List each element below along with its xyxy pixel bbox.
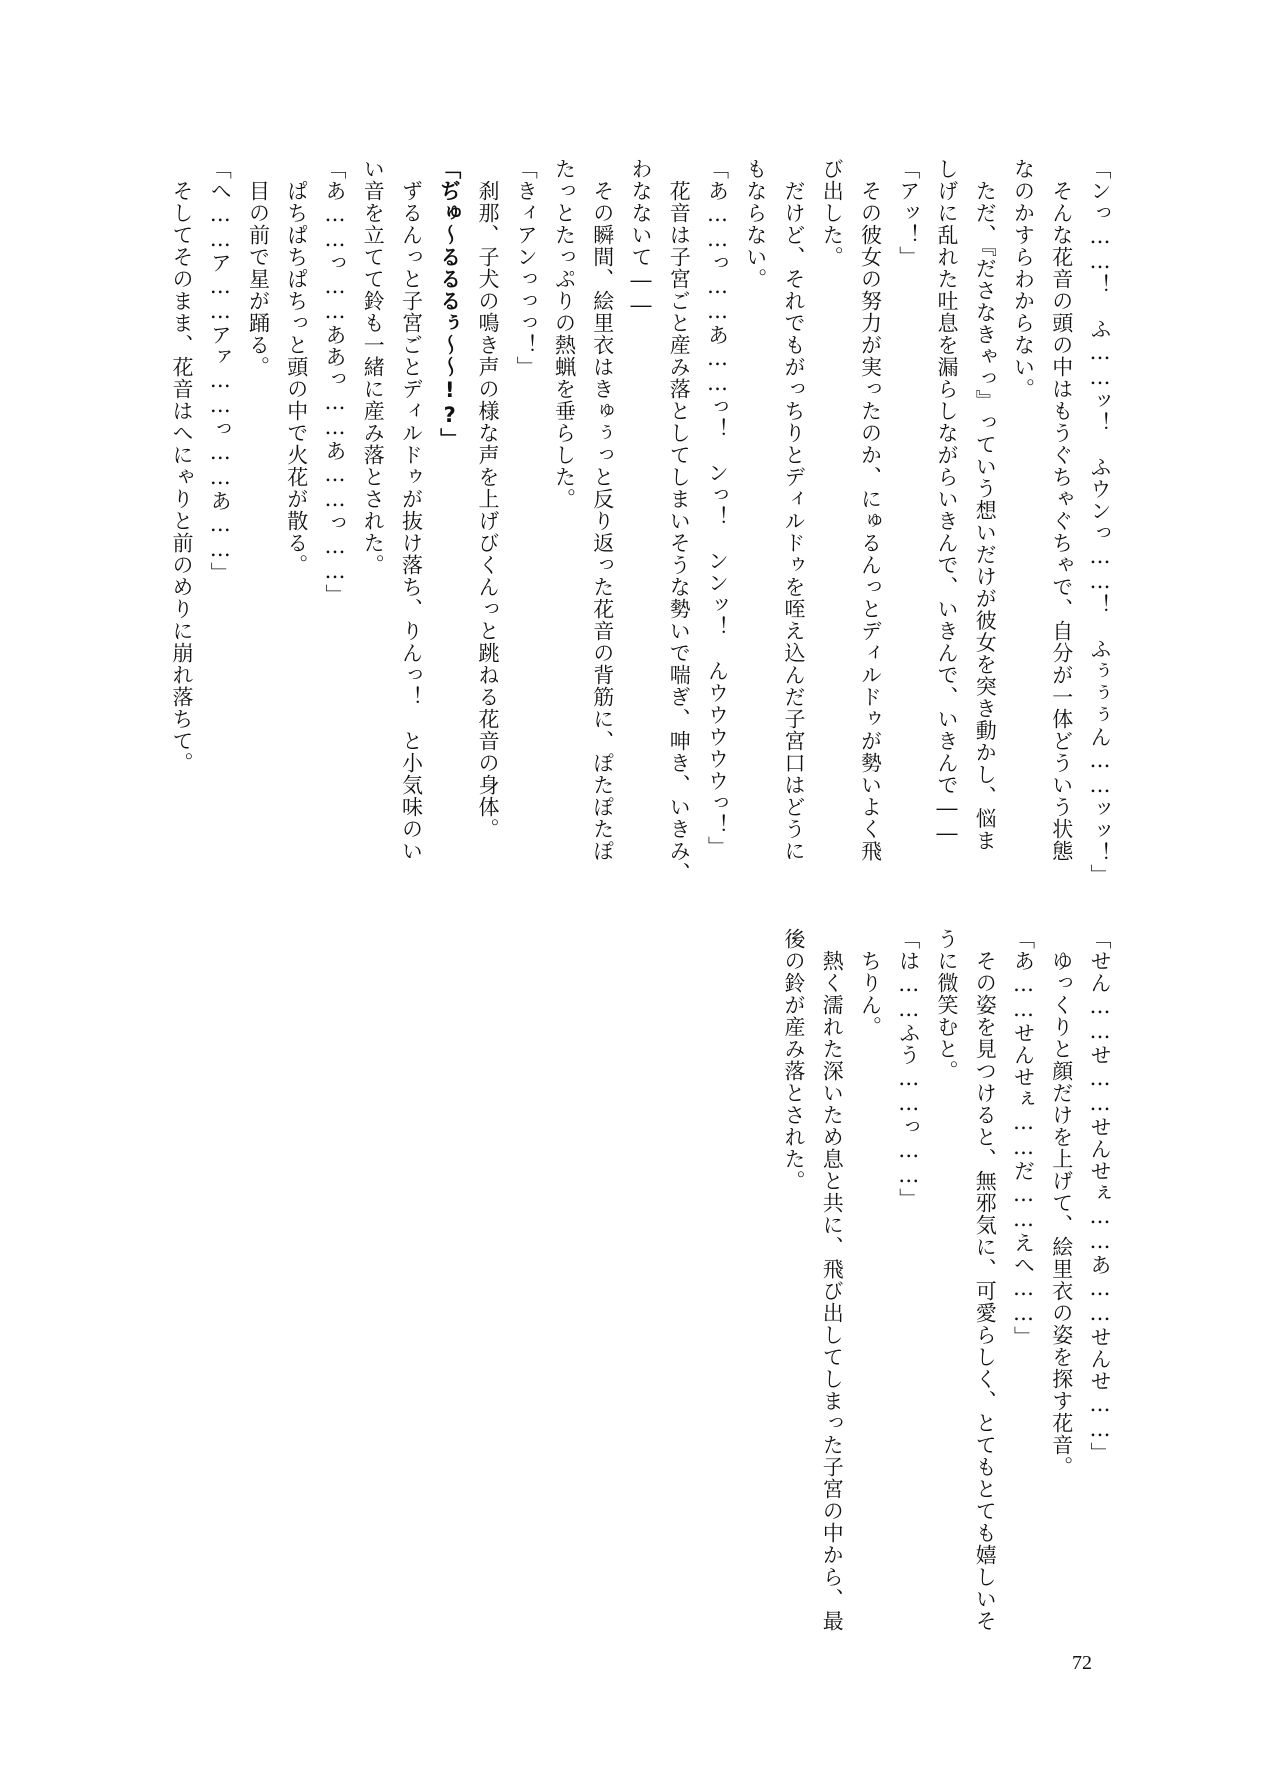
text-column: 「アッ！」 <box>896 158 921 268</box>
text-column: 「あ……せんせぇ……だ……えへ……」 <box>1011 928 1036 1348</box>
sound-effect-line: 「ぢゅ〜るるるぅ〜〜!?」 <box>437 158 462 450</box>
text-column: もならない。 <box>743 158 768 290</box>
text-column: その瞬間、絵里衣はきゅぅっと反り返った花音の背筋に、ぽたぽたぽ <box>590 158 615 862</box>
text-column: 「きィアンっっっ！」 <box>514 158 539 378</box>
text-column: ちりん。 <box>858 928 883 1038</box>
text-column: 「あ……っ……あ……っ！ ンっ！ ンンッ！ んウウウウウっ！」 <box>705 158 730 858</box>
text-column: わなないて―― <box>629 158 653 318</box>
text-column: 刹那、子犬の鳴き声の様な声を上げびくんっと跳ねる花音の身体。 <box>476 158 500 840</box>
text-column: 「せん……せ……せんせぇ……あ……せんせ……」 <box>1088 928 1112 1464</box>
text-column: そしてそのまま、花音はへにゃりと前のめりに崩れ落ちて。 <box>170 158 194 774</box>
text-column: 目の前で星が踊る。 <box>246 158 271 378</box>
text-column: だけど、それでもがっちりとディルドゥを咥え込んだ子宮口はどうに <box>782 158 806 862</box>
text-column: うに微笑むと。 <box>935 928 959 1082</box>
text-column: なのかすらわからない。 <box>1011 158 1036 400</box>
text-column: その彼女の努力が実ったのか、にゅるんっとディルドゥが勢いよく飛 <box>858 158 883 862</box>
text-column: ぱちぱちぱちっと頭の中で火花が散る。 <box>284 158 309 576</box>
text-column: そんな花音の頭の中はもうぐちゃぐちゃで、自分が一体どういう状態 <box>1049 158 1074 862</box>
text-column: ゆっくりと顔だけを上げて、絵里衣の姿を探す花音。 <box>1049 928 1074 1478</box>
page-number: 72 <box>1072 1652 1092 1674</box>
text-column: 「ンっ……！ ふ……ッ！ ふウンっ……！ ふぅぅぅん……ッッ！」 <box>1088 158 1112 886</box>
text-column: ただ、『ださなきゃっ』っていう想いだけが彼女を突き動かし、悩ま <box>973 158 998 852</box>
text-column: 熱く濡れた深いため息と共に、飛び出してしまった子宮の中から、最 <box>820 928 845 1632</box>
text-column: その姿を見つけると、無邪気に、可愛らしく、とてもとても嬉しいそ <box>973 928 998 1632</box>
text-column: 「へ……ア……アァ……っ……あ……」 <box>208 158 233 584</box>
text-column: 後の鈴が産み落とされた。 <box>782 928 806 1192</box>
text-column: い音を立てて鈴も一緒に産み落とされた。 <box>361 158 386 576</box>
text-column: 「あ……っ……ああっ……あ……っ……」 <box>323 158 347 606</box>
text-column: しげに乱れた吐息を漏らしながらいきんで、いきんで、いきんで―― <box>935 158 959 846</box>
text-column: たっとたっぷりの熱蝋を垂らした。 <box>552 158 577 510</box>
text-column: ずるんっと子宮ごとディルドゥが抜け落ち、りんっ！ と小気味のい <box>399 158 424 862</box>
text-column: 「は……ふう……っ……」 <box>896 928 921 1210</box>
text-column: び出した。 <box>820 158 845 268</box>
text-column: 花音は子宮ごと産み落としてしまいそうな勢いで喘ぎ、呻き、いきみ、 <box>667 158 692 884</box>
